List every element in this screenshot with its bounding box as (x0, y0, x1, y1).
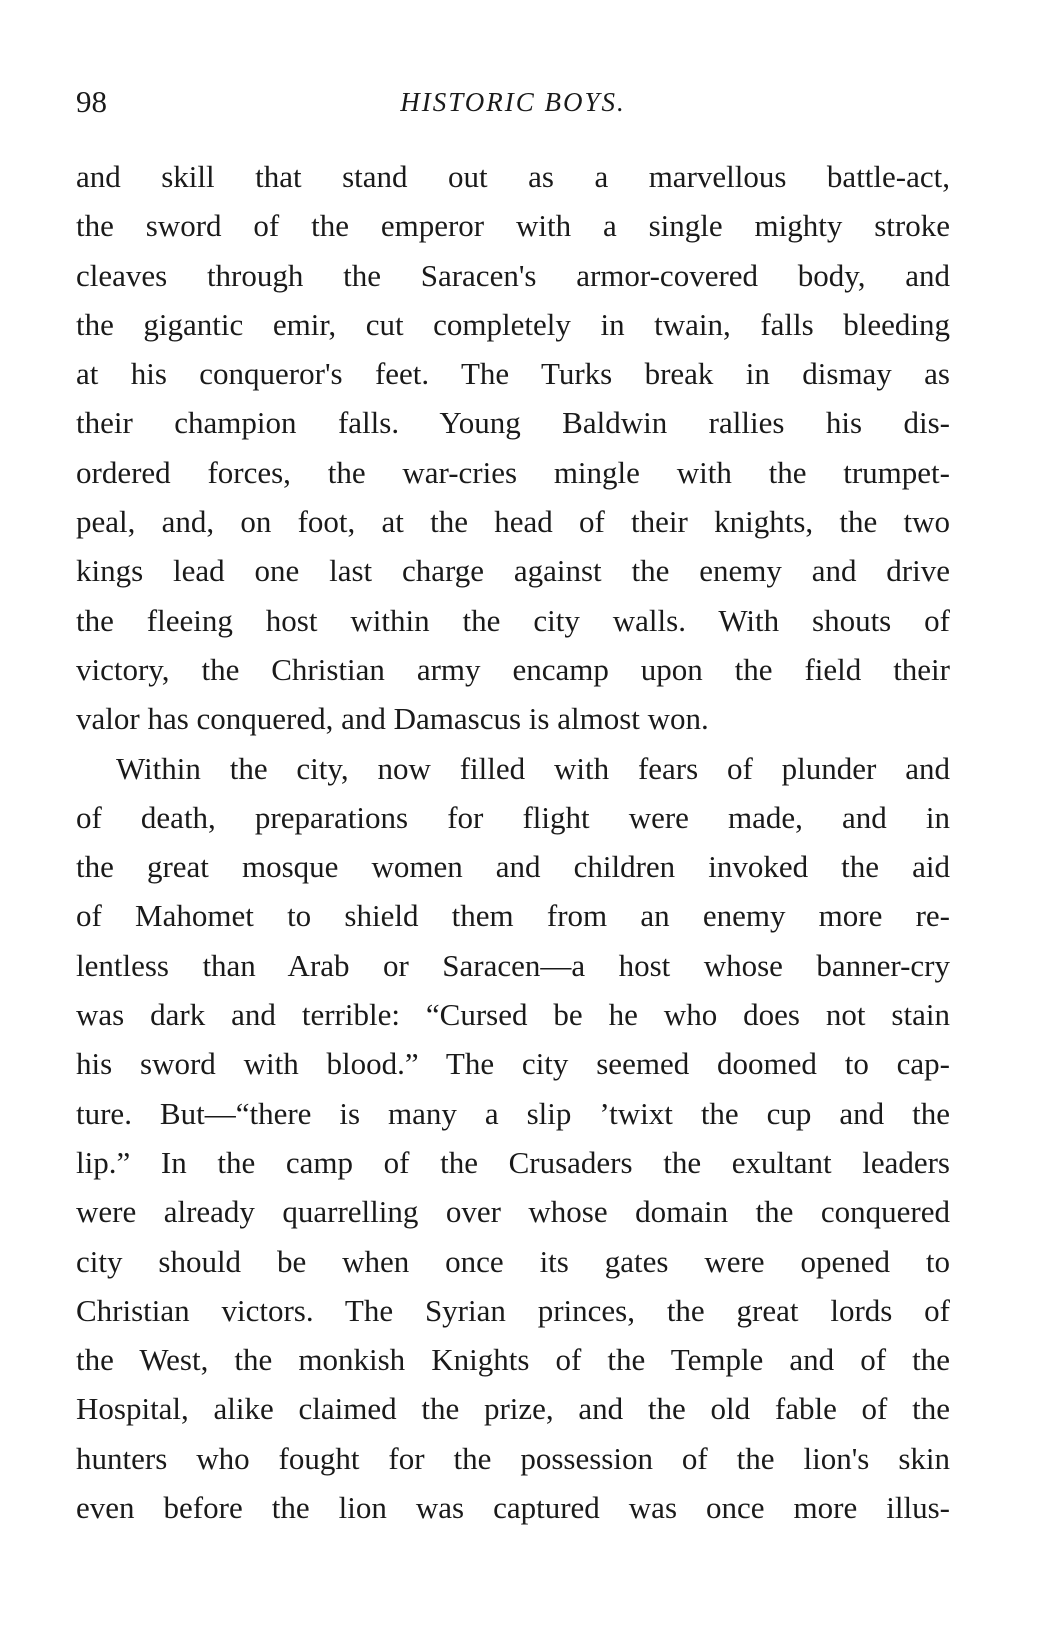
text-line: the West, the monkish Knights of the Temple and of the (76, 1342, 950, 1378)
text-line: at his conqueror's feet. The Turks break in dismay as (76, 356, 950, 392)
running-title: HISTORIC BOYS. (400, 87, 626, 117)
text-line: Hospital, alike claimed the prize, and the old fable of the (76, 1391, 950, 1427)
text-line: kings lead one last charge against the enemy and drive (76, 553, 950, 589)
page-header (76, 84, 950, 124)
text-line: his sword with blood.” The city seemed doomed to cap- (76, 1046, 950, 1082)
text-line: the sword of the emperor with a single mighty stroke (76, 208, 950, 244)
text-line: hunters who fought for the possession of the lion's skin (76, 1440, 950, 1476)
page-number: 98 (76, 84, 107, 119)
text-line: were already quarrelling over whose domain the conquered (76, 1194, 950, 1230)
text-line: peal, and, on foot, at the head of their knights, the two (76, 504, 950, 540)
body-text (76, 152, 950, 1532)
text-line: the fleeing host within the city walls. With shouts of (76, 602, 950, 638)
text-line: the gigantic emir, cut completely in twain, falls bleeding (76, 306, 950, 342)
text-line: ture. But—“there is many a slip ’twixt the cup and the (76, 1095, 950, 1131)
text-line: Within the city, now filled with fears of plunder and (116, 750, 950, 786)
text-line: was dark and terrible: “Cursed be he who does not stain (76, 997, 950, 1033)
text-line: their champion falls. Young Baldwin rallies his dis- (76, 405, 950, 441)
text-line: Christian victors. The Syrian princes, the great lords of (76, 1292, 950, 1328)
paragraph (76, 744, 950, 1533)
text-line: victory, the Christian army encamp upon the field their (76, 651, 950, 687)
text-line: even before the lion was captured was once more illus- (76, 1490, 950, 1526)
text-line: valor has conquered, and Damascus is almost won. (76, 701, 709, 737)
text-line: the great mosque women and children invoked the aid (76, 849, 950, 885)
paragraph (76, 152, 950, 744)
text-line: and skill that stand out as a marvellous battle-act, (76, 159, 950, 194)
text-line: of death, preparations for flight were made, and in (76, 799, 950, 835)
text-line: ordered forces, the war-cries mingle with the trumpet- (76, 454, 950, 490)
text-line: cleaves through the Saracen's armor-covered body, and (76, 257, 950, 293)
text-line: lentless than Arab or Saracen—a host whose banner-cry (76, 947, 950, 983)
text-line: of Mahomet to shield them from an enemy more re- (76, 898, 950, 934)
text-line: city should be when once its gates were opened to (76, 1243, 950, 1279)
text-line: lip.” In the camp of the Crusaders the exultant leaders (76, 1144, 950, 1180)
